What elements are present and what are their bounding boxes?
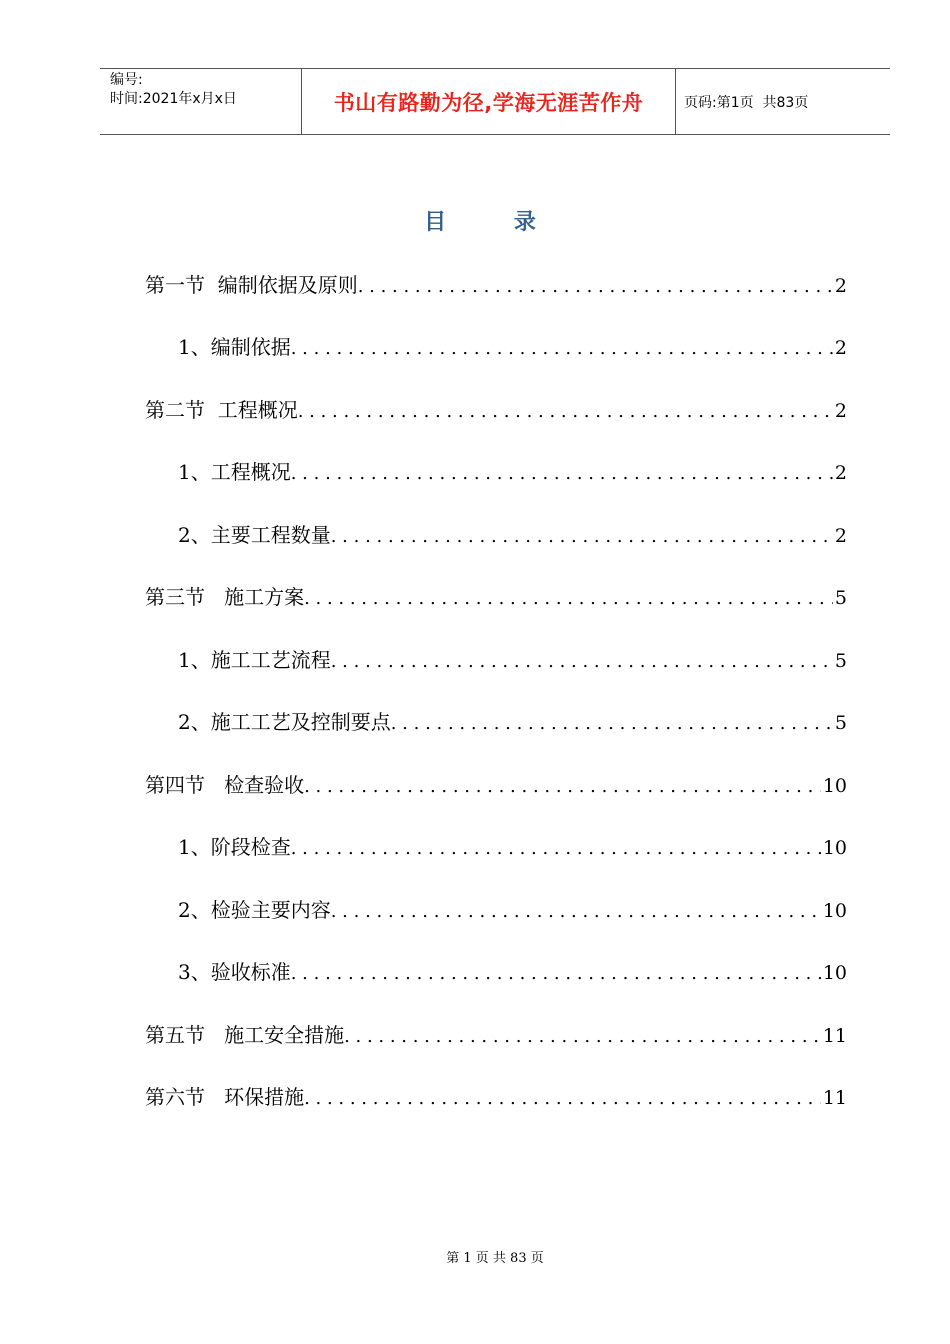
toc-title: 目 录 — [424, 209, 566, 235]
document-time-label: 时间:2021年x月x日 — [110, 91, 237, 107]
toc-entry[interactable] — [178, 705, 847, 739]
header-meta — [100, 69, 302, 134]
toc-entry-label: 第一节 编制依据及原则 — [145, 273, 358, 297]
toc-entry-label: 1、编制依据 — [178, 335, 291, 359]
toc-leader-dots — [291, 832, 821, 866]
toc-leader-dots — [391, 707, 833, 741]
toc-entry-label: 3、验收标准 — [178, 960, 291, 984]
toc-leader-dots — [331, 520, 833, 554]
toc-entry[interactable] — [145, 1080, 847, 1114]
toc-entry-label: 第六节 环保措施 — [145, 1085, 305, 1109]
toc-entry-page: 5 — [834, 712, 847, 734]
toc-entry[interactable] — [145, 393, 847, 427]
toc-entry-page: 5 — [834, 650, 847, 672]
toc-entry-label: 第三节 施工方案 — [145, 585, 305, 609]
header-page-info: 页码:第1页 共83页 — [684, 94, 809, 111]
header-motto: 书山有路勤为径,学海无涯苦作舟 — [302, 69, 676, 134]
page-footer: 第 1 页 共 83 页 — [446, 1251, 544, 1266]
toc-entry-page: 2 — [834, 400, 847, 422]
toc-entry[interactable] — [145, 580, 847, 614]
toc-entry-label: 1、阶段检查 — [178, 835, 291, 859]
toc-entry[interactable] — [145, 1018, 847, 1052]
toc-entry-page: 2 — [834, 337, 847, 359]
toc-leader-dots — [291, 957, 821, 991]
toc-entry-label: 2、施工工艺及控制要点 — [178, 710, 391, 734]
toc-entry[interactable] — [178, 955, 847, 989]
toc-entry-page: 10 — [822, 775, 847, 797]
toc-leader-dots — [298, 395, 833, 429]
toc-entry-page: 10 — [822, 962, 847, 984]
page-header — [100, 68, 890, 135]
toc-leader-dots — [331, 895, 821, 929]
toc-leader-dots — [358, 270, 833, 304]
toc-entry-page: 2 — [834, 525, 847, 547]
toc-entry-label: 2、检验主要内容 — [178, 898, 331, 922]
toc-entry-page: 11 — [822, 1087, 847, 1109]
toc-entry-label: 第二节 工程概况 — [145, 398, 298, 422]
toc-entry-label: 1、工程概况 — [178, 460, 291, 484]
toc-entry[interactable] — [178, 330, 847, 364]
toc-entry[interactable] — [145, 768, 847, 802]
document-number-label: 编号: — [110, 72, 143, 88]
toc-entry[interactable] — [145, 268, 847, 302]
toc-entry[interactable] — [178, 518, 847, 552]
toc-leader-dots — [331, 645, 833, 679]
toc-entry-page: 2 — [834, 462, 847, 484]
toc-leader-dots — [304, 770, 821, 804]
toc-entry-label: 第五节 施工安全措施 — [145, 1023, 345, 1047]
toc-leader-dots — [291, 457, 833, 491]
toc-entry[interactable] — [178, 455, 847, 489]
toc-leader-dots — [344, 1020, 821, 1054]
toc-entry-label: 第四节 检查验收 — [145, 773, 305, 797]
toc-entry[interactable] — [178, 830, 847, 864]
toc-entry-page: 5 — [834, 587, 847, 609]
toc-leader-dots — [304, 1082, 821, 1116]
toc-entry-page: 10 — [822, 900, 847, 922]
toc-leader-dots — [291, 332, 833, 366]
toc-entry-label: 1、施工工艺流程 — [178, 648, 331, 672]
toc-entry[interactable] — [178, 643, 847, 677]
toc-entry-label: 2、主要工程数量 — [178, 523, 331, 547]
toc-entry-page: 11 — [822, 1025, 847, 1047]
toc-leader-dots — [304, 582, 833, 616]
toc-entry-page: 2 — [834, 275, 847, 297]
toc-entry[interactable] — [178, 893, 847, 927]
toc-entry-page: 10 — [822, 837, 847, 859]
